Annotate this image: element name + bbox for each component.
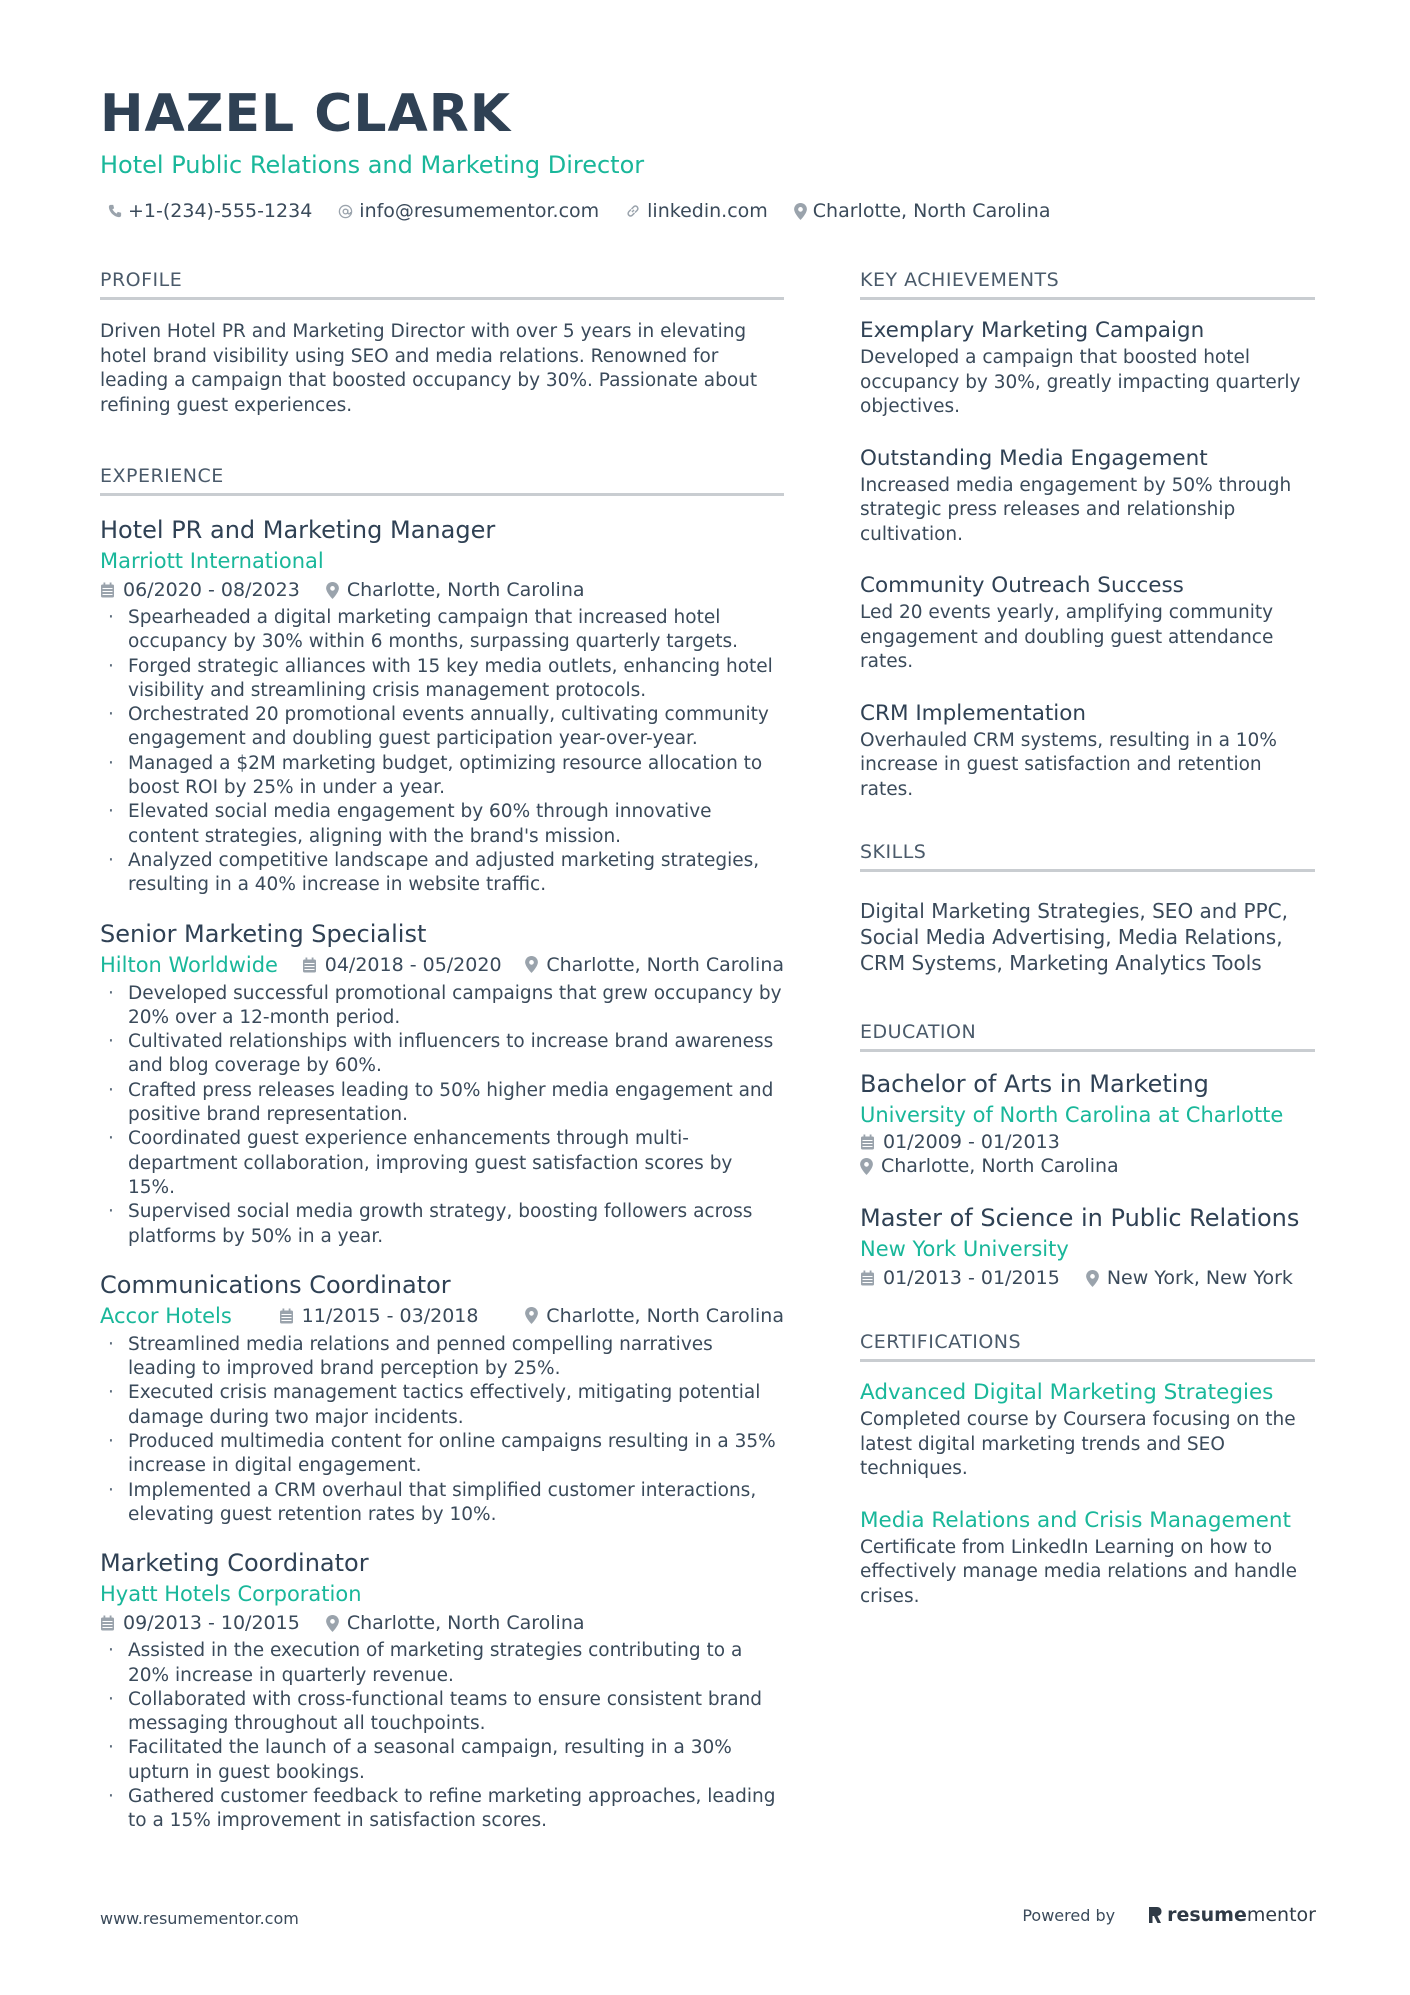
job-dates [100, 1609, 300, 1637]
job-entry [100, 918, 784, 1249]
achievement-text: Developed a campaign that boosted hotel occupancy by 30%, greatly impacting quarterly objectives. [860, 347, 1301, 417]
degree-title: Master of Science in Public Relations [860, 1204, 1300, 1232]
job-bullet: · Forged strategic alliances with 15 key media outlets, enhancing hotel visibility and streamlining crisis management protocols. [108, 655, 773, 701]
job-meta [100, 950, 784, 980]
school-name: New York University [860, 1237, 1069, 1261]
certification-title: Advanced Digital Marketing Strategies [860, 1380, 1274, 1405]
achievements-heading: KEY ACHIEVEMENTS [860, 268, 1315, 300]
job-meta [100, 576, 784, 604]
calendar-icon [279, 1308, 294, 1324]
job-location [525, 951, 784, 979]
certification-text: Completed course by Coursera focusing on the latest digital marketing trends and SEO techniques. [860, 1409, 1296, 1479]
certification-item [860, 1506, 1315, 1610]
job-title: Marketing Coordinator [100, 1549, 369, 1578]
location-pin-icon [860, 1158, 873, 1175]
location-text: Charlotte, North Carolina [812, 200, 1051, 222]
education-dates-item [860, 1130, 1060, 1154]
certification-title: Media Relations and Crisis Management [860, 1507, 1291, 1533]
job-bullet: · Analyzed competitive landscape and adjusted marketing strategies, resulting in a 40% increase in website traffic. [108, 849, 760, 896]
calendar-icon [100, 1615, 115, 1631]
achievement-item [860, 571, 1315, 675]
calendar-icon [860, 1270, 875, 1286]
job-location [525, 1302, 784, 1330]
certification-item [860, 1378, 1315, 1482]
phone-text: +1-(234)-555-1234 [128, 200, 313, 222]
location-pin-icon [1086, 1270, 1099, 1287]
job-bullet: · Assisted in the execution of marketing strategies contributing to a 20% increase in quarterly revenue. [108, 1640, 743, 1686]
education-dates [860, 1130, 1315, 1154]
brand-light-text: mentor [1246, 1904, 1316, 1926]
education-dates-text: 01/2013 - 01/2015 [883, 1267, 1060, 1289]
experience-section [100, 464, 784, 1834]
profile-text: Driven Hotel PR and Marketing Director with over 5 years in elevating hotel brand visibility using SEO and media relations. Renowned for leading a campaign that boosted occupancy by 30%. Passionate about refining guest experiences. [100, 321, 758, 416]
job-bullet: · Streamlined media relations and penned compelling narratives leading to improved brand perception by 25%. [108, 1333, 713, 1380]
achievement-title: Exemplary Marketing Campaign [860, 318, 1205, 343]
education-section [860, 1020, 1315, 1292]
candidate-name: HAZEL CLARK [100, 84, 512, 144]
job-location [326, 1609, 585, 1637]
education-location-text: Charlotte, North Carolina [881, 1155, 1119, 1177]
phone-icon [108, 204, 122, 218]
job-location-text: Charlotte, North Carolina [546, 1304, 784, 1327]
education-dates-item [860, 1264, 1060, 1292]
location-pin-icon [794, 203, 807, 220]
job-dates-text: 11/2015 - 03/2018 [301, 1304, 479, 1327]
contact-row [108, 198, 1076, 224]
job-bullet: · Produced multimedia content for online campaigns resulting in a 35% increase in digital engagement. [108, 1431, 776, 1477]
education-location [860, 1154, 1315, 1178]
location-pin-icon [525, 956, 538, 973]
left-column [100, 268, 784, 1854]
school-name: University of North Carolina at Charlotte [860, 1103, 1284, 1127]
location-pin-icon [326, 582, 339, 599]
education-location-item [1086, 1264, 1293, 1292]
job-bullet: · Coordinated guest experience enhancements through multi-department collaboration, improving guest satisfaction scores by 15%. [108, 1128, 733, 1198]
job-bullets [100, 1333, 784, 1527]
job-bullet: · Gathered customer feedback to refine marketing approaches, leading to a 15% improvement in satisfaction scores. [108, 1785, 776, 1832]
job-location-text: Charlotte, North Carolina [346, 1612, 585, 1635]
location-pin-icon [525, 1307, 538, 1324]
education-location-text: New York, New York [1106, 1267, 1293, 1289]
job-bullets [100, 1639, 784, 1833]
at-icon [338, 204, 353, 219]
achievement-item [860, 444, 1315, 548]
education-heading: EDUCATION [860, 1020, 1315, 1052]
linkedin-text: linkedin.com [647, 200, 768, 222]
achievements-section [860, 268, 1315, 802]
job-title: Hotel PR and Marketing Manager [100, 516, 496, 544]
job-bullet: · Developed successful promotional campaigns that grew occupancy by 20% over a 12-month period. [108, 982, 782, 1028]
job-bullet: · Supervised social media growth strategy, boosting followers across platforms by 50% in a year. [108, 1201, 753, 1247]
calendar-icon [100, 582, 115, 598]
education-item [860, 1202, 1315, 1292]
achievement-text: Overhauled CRM systems, resulting in a 10% increase in guest satisfaction and retention rates. [860, 729, 1277, 800]
certifications-section [860, 1330, 1315, 1609]
education-item [860, 1068, 1315, 1178]
job-bullet: · Executed crisis management tactics effectively, mitigating potential damage during two major incidents. [108, 1382, 761, 1428]
job-dates-text: 06/2020 - 08/2023 [123, 579, 300, 601]
brand-logo[interactable] [1147, 1904, 1316, 1926]
calendar-icon [302, 957, 317, 973]
achievement-title: CRM Implementation [860, 700, 1087, 726]
achievement-title: Community Outreach Success [860, 573, 1184, 598]
certification-text: Certificate from LinkedIn Learning on how to effectively manage media relations and handle crises. [860, 1536, 1298, 1607]
company-name: Accor Hotels [100, 1303, 232, 1328]
skills-text: Digital Marketing Strategies, SEO and PPC, Social Media Advertising, Media Relations, CRM Systems, Marketing Analytics Tools [860, 899, 1288, 975]
profile-heading: PROFILE [100, 268, 784, 300]
email-text: info@resumementor.com [359, 200, 600, 222]
achievement-item [860, 316, 1315, 420]
skills-section [860, 840, 1315, 976]
job-bullet: · Spearheaded a digital marketing campaign that increased hotel occupancy by 30% within 6 months, surpassing quarterly targets. [108, 607, 739, 653]
job-bullet: · Elevated social media engagement by 60% through innovative content strategies, aligning with the brand's mission. [108, 801, 712, 847]
education-location-item [860, 1154, 1119, 1178]
job-dates-text: 09/2013 - 10/2015 [123, 1612, 300, 1635]
footer-branding [1022, 1904, 1316, 1926]
contact-email[interactable] [338, 198, 599, 224]
job-dates [279, 1302, 479, 1330]
job-dates [100, 576, 300, 604]
experience-heading: EXPERIENCE [100, 464, 784, 496]
job-bullets [100, 982, 784, 1249]
right-column [860, 268, 1315, 1633]
job-bullet: · Managed a $2M marketing budget, optimizing resource allocation to boost ROI by 25% in under a year. [108, 752, 763, 799]
company-name: Hilton Worldwide [100, 952, 278, 977]
achievement-text: Led 20 events yearly, amplifying community engagement and doubling guest attendance rates. [860, 602, 1274, 672]
education-dates-text: 01/2009 - 01/2013 [883, 1131, 1060, 1153]
company-name: Hyatt Hotels Corporation [100, 1582, 362, 1607]
achievement-title: Outstanding Media Engagement [860, 445, 1208, 471]
skills-heading: SKILLS [860, 840, 1315, 872]
job-location-text: Charlotte, North Carolina [346, 579, 585, 601]
candidate-title: Hotel Public Relations and Marketing Director [100, 151, 645, 179]
job-entry [100, 1547, 784, 1833]
job-title: Communications Coordinator [100, 1270, 451, 1299]
job-meta [100, 1301, 784, 1331]
job-title: Senior Marketing Specialist [100, 919, 427, 948]
profile-section [100, 268, 784, 418]
achievement-text: Increased media engagement by 50% through strategic press releases and relationship cultivation. [860, 474, 1292, 545]
contact-linkedin[interactable] [625, 198, 768, 224]
job-location [326, 576, 585, 604]
job-dates [302, 951, 502, 979]
job-meta [100, 1609, 784, 1637]
footer-website[interactable]: www.resumementor.com [100, 1909, 299, 1928]
contact-phone [108, 198, 312, 224]
job-bullet: · Orchestrated 20 promotional events annually, cultivating community engagement and doubling guest participation year-over-year. [108, 704, 769, 750]
job-entry [100, 1269, 784, 1527]
job-bullet: · Implemented a CRM overhaul that simplified customer interactions, elevating guest retention rates by 10%. [108, 1479, 757, 1525]
job-dates-text: 04/2018 - 05/2020 [324, 953, 502, 976]
job-bullet: · Collaborated with cross-functional teams to ensure consistent brand messaging throughout all touchpoints. [108, 1688, 762, 1735]
location-pin-icon [326, 1615, 339, 1632]
job-bullets [100, 606, 784, 898]
achievement-item [860, 699, 1315, 803]
company-name: Marriott International [100, 549, 324, 573]
education-meta [860, 1264, 1315, 1292]
link-icon [625, 203, 641, 219]
job-bullet: · Cultivated relationships with influencers to increase brand awareness and blog coverage by 60%. [108, 1031, 774, 1077]
contact-location [794, 198, 1051, 224]
job-entry [100, 514, 784, 898]
powered-by-label: Powered by [1022, 1905, 1116, 1925]
job-bullet: · Crafted press releases leading to 50% higher media engagement and positive brand representation. [108, 1079, 774, 1126]
job-location-text: Charlotte, North Carolina [546, 953, 784, 976]
calendar-icon [860, 1134, 875, 1150]
degree-title: Bachelor of Arts in Marketing [860, 1070, 1209, 1098]
certifications-heading: CERTIFICATIONS [860, 1330, 1315, 1362]
resumementor-logo-icon [1147, 1905, 1163, 1925]
job-bullet: · Facilitated the launch of a seasonal campaign, resulting in a 30% upturn in guest bookings. [108, 1737, 732, 1783]
brand-bold-text: resume [1167, 1904, 1247, 1926]
